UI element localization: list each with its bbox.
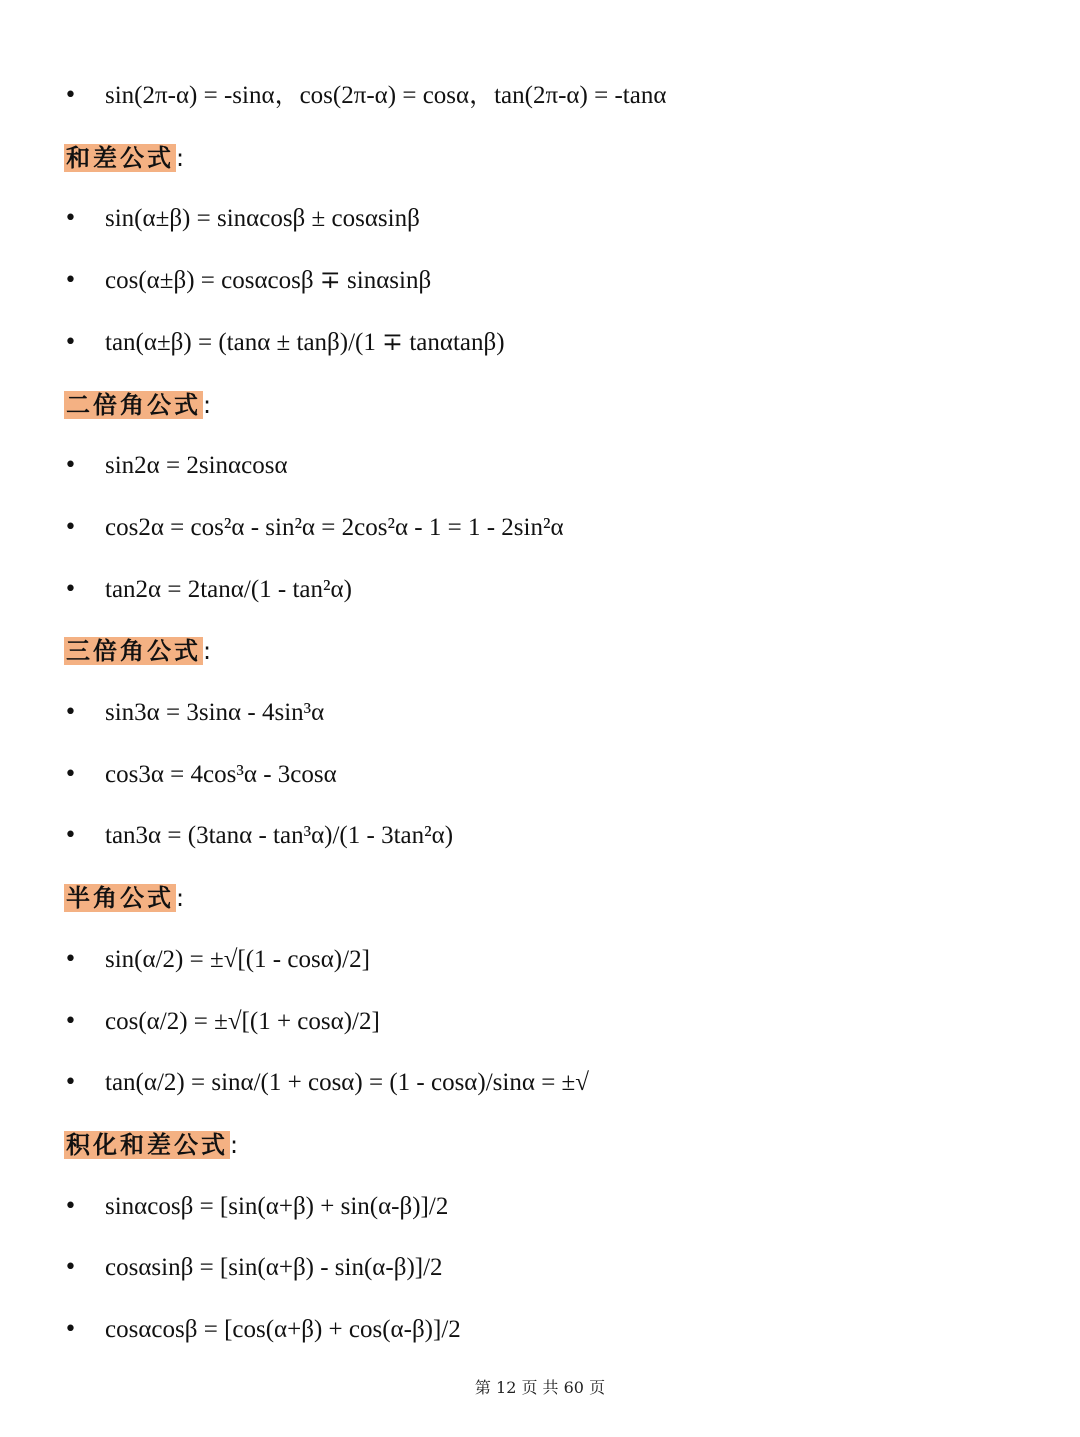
formula-text: sin(α±β) = sinαcosβ ± cosαsinβ bbox=[105, 205, 420, 233]
formula-text: tan(α±β) = (tanα ± tanβ)/(1 ∓ tanαtanβ) bbox=[105, 328, 505, 356]
heading-colon: : bbox=[230, 1130, 239, 1159]
bullet-icon: • bbox=[64, 761, 77, 787]
bullet-icon: • bbox=[64, 1008, 77, 1034]
bullet-icon: • bbox=[64, 576, 77, 602]
formula-item bbox=[0, 450, 1080, 512]
formula-text: sin2α = 2sinαcosα bbox=[105, 452, 288, 480]
heading-colon: : bbox=[176, 884, 185, 913]
formula-item bbox=[0, 512, 1080, 574]
bullet-icon: • bbox=[64, 206, 77, 232]
formula-text: sin(α/2) = ±√[(1 - cosα)/2] bbox=[105, 945, 370, 973]
bullet-icon: • bbox=[64, 1255, 77, 1281]
formula-text: cosαcosβ = [cos(α+β) + cos(α-β)]/2 bbox=[105, 1316, 461, 1343]
formula-text: cos(α±β) = cosαcosβ ∓ sinαsinβ bbox=[105, 267, 432, 295]
formula-text: cos(α/2) = ±√[(1 + cosα)/2] bbox=[105, 1007, 380, 1035]
formula-item bbox=[0, 265, 1080, 327]
formula-text: sin(2π-α) = -sinα，cos(2π-α) = cosα，tan(2π-α) = -tanα bbox=[105, 82, 667, 109]
bullet-icon: • bbox=[64, 83, 77, 108]
formula-item bbox=[0, 80, 1080, 142]
formula-item bbox=[0, 203, 1080, 265]
section-heading-label bbox=[64, 634, 211, 668]
formula-text: sinαcosβ = [sin(α+β) + sin(α-β)]/2 bbox=[105, 1192, 449, 1220]
formula-item bbox=[0, 1252, 1080, 1314]
formula-item bbox=[0, 759, 1080, 821]
heading-highlight-text: 半角公式 bbox=[66, 884, 174, 913]
bullet-icon: • bbox=[64, 514, 77, 540]
section-heading bbox=[0, 141, 1080, 203]
formula-text: cosαsinβ = [sin(α+β) - sin(α-β)]/2 bbox=[105, 1254, 443, 1282]
page-footer: 第 12 页 共 60 页 bbox=[474, 1378, 606, 1397]
section-heading bbox=[0, 634, 1080, 696]
section-heading bbox=[0, 388, 1080, 450]
bullet-icon: • bbox=[64, 700, 77, 725]
bullet-icon: • bbox=[64, 1070, 77, 1096]
formula-item bbox=[0, 1314, 1080, 1376]
heading-highlight-text: 积化和差公式 bbox=[66, 1130, 228, 1159]
section-heading bbox=[0, 1128, 1080, 1190]
heading-highlight-text: 二倍角公式 bbox=[66, 390, 201, 419]
section-heading-label bbox=[64, 388, 211, 422]
formula-item bbox=[0, 697, 1080, 759]
heading-colon: : bbox=[176, 143, 185, 172]
formula-item bbox=[0, 1067, 1080, 1129]
formula-item bbox=[0, 574, 1080, 636]
section-heading-label bbox=[64, 881, 184, 915]
formula-text: sin3α = 3sinα - 4sin³α bbox=[105, 699, 325, 726]
formula-item bbox=[0, 820, 1080, 882]
formula-text: tan2α = 2tanα/(1 - tan²α) bbox=[105, 575, 352, 603]
formula-text: tan(α/2) = sinα/(1 + cosα) = (1 - cosα)/sinα = ±√ bbox=[105, 1069, 589, 1097]
formula-item bbox=[0, 1006, 1080, 1068]
heading-colon: : bbox=[203, 390, 212, 419]
bullet-icon: • bbox=[64, 268, 77, 294]
formula-text: cos3α = 4cos³α - 3cosα bbox=[105, 760, 337, 788]
formula-text: cos2α = cos²α - sin²α = 2cos²α - 1 = 1 - 2sin²α bbox=[105, 513, 564, 541]
section-heading bbox=[0, 881, 1080, 943]
formula-item bbox=[0, 327, 1080, 389]
bullet-icon: • bbox=[64, 1193, 77, 1219]
heading-highlight-text: 三倍角公式 bbox=[66, 637, 201, 666]
heading-highlight-text: 和差公式 bbox=[66, 143, 174, 172]
bullet-icon: • bbox=[64, 329, 77, 355]
section-heading-label bbox=[64, 141, 184, 175]
bullet-icon: • bbox=[64, 823, 77, 849]
formula-item bbox=[0, 1191, 1080, 1253]
bullet-icon: • bbox=[64, 1317, 77, 1342]
heading-colon: : bbox=[203, 637, 212, 666]
bullet-icon: • bbox=[64, 453, 77, 479]
bullet-icon: • bbox=[64, 946, 77, 972]
formula-text: tan3α = (3tanα - tan³α)/(1 - 3tan²α) bbox=[105, 822, 454, 850]
formula-item bbox=[0, 944, 1080, 1006]
section-heading-label bbox=[64, 1128, 238, 1162]
